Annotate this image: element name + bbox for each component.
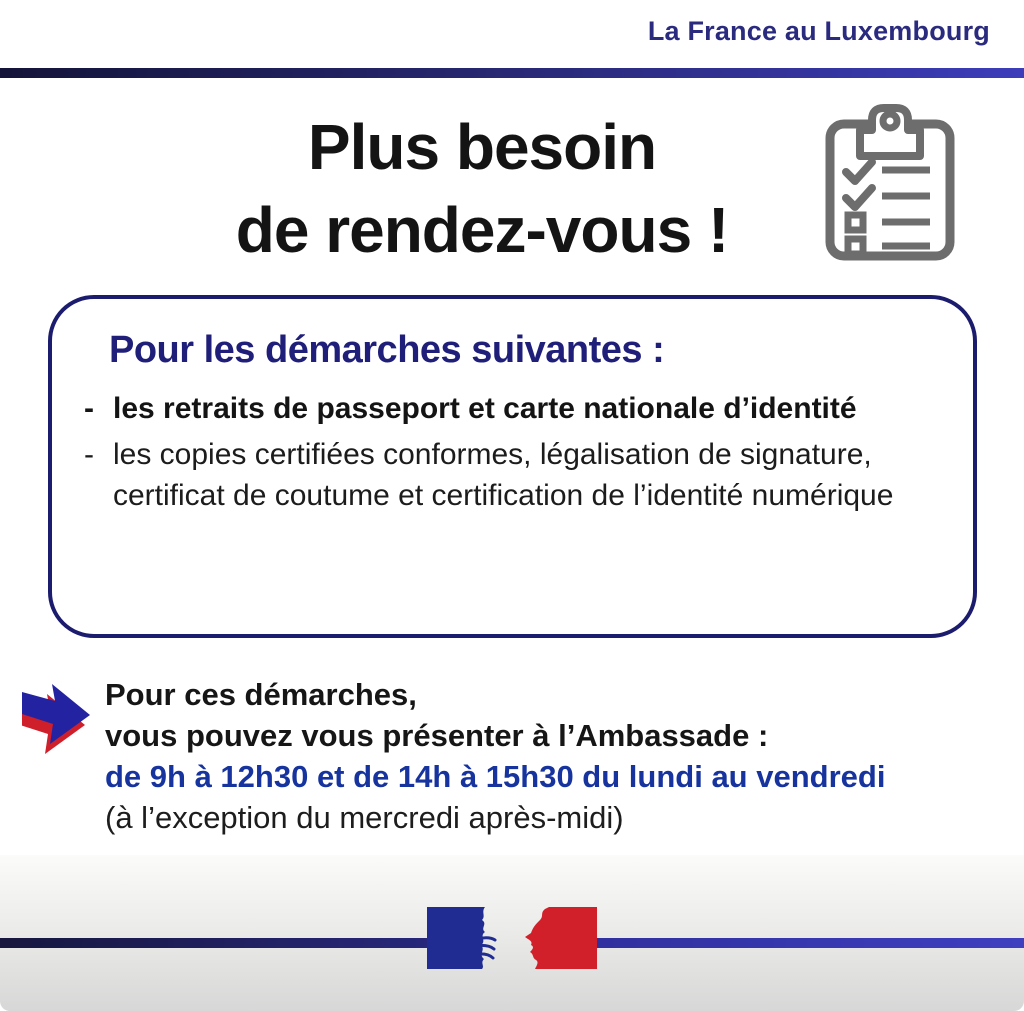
header-rule: [0, 68, 1024, 78]
procedures-box: [48, 295, 977, 638]
list-item-text: les retraits de passeport et carte nationale d’identité: [113, 392, 857, 425]
france-marianne-logo-icon: [427, 907, 597, 974]
item-dash: -: [84, 392, 94, 425]
checklist-clipboard-icon: [820, 104, 960, 269]
footer-rule-left: [0, 938, 427, 948]
page-title-line-1: Plus besoin: [307, 111, 657, 183]
visit-info: [105, 674, 995, 838]
footer-rule-right: [597, 938, 1024, 948]
list-item-text: les copies certifiées conformes, légalisation de signature, certificat de coutume et certification de l’identité numérique: [113, 438, 894, 512]
visit-exception: (à l’exception du mercredi après-midi): [105, 800, 624, 835]
page-title-line-2: de rendez-vous !: [235, 194, 729, 267]
arrow-right-icon: [22, 668, 102, 781]
brand-title: La France au Luxembourg: [647, 16, 990, 46]
visit-line-1: Pour ces démarches,: [105, 677, 417, 712]
procedures-heading: Pour les démarches suivantes :: [109, 329, 665, 371]
list-item: [84, 388, 914, 429]
visit-line-2: vous pouvez vous présenter à l’Ambassade :: [105, 718, 769, 753]
visit-hours: de 9h à 12h30 et de 14h à 15h30 du lundi au vendredi: [105, 759, 886, 794]
footer: [0, 855, 1024, 1011]
procedures-list: [68, 388, 914, 516]
list-item: [84, 434, 914, 516]
item-dash: -: [84, 438, 94, 471]
